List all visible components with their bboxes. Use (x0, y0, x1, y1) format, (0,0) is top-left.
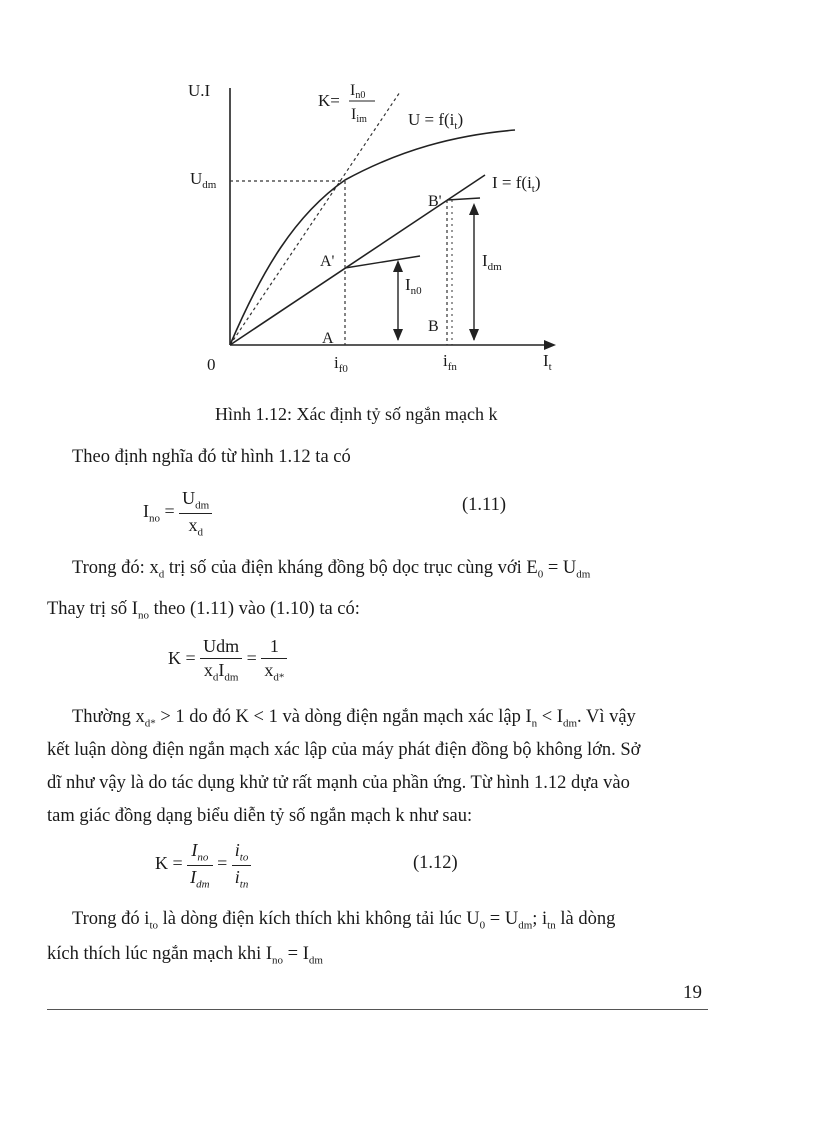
eq1-equals: = (164, 501, 175, 522)
eq2-equals: = (246, 647, 257, 668)
eq3-equals: = (217, 853, 228, 874)
tangent-b-prime (447, 198, 480, 200)
k-prefix: K= (318, 91, 340, 110)
eq3-fraction-1: $\frac{I_{no}}{I_{dm}}$ (187, 840, 212, 890)
paragraph-2: Trong đó: $x_d$ trị số của điện kháng đồng bộ dọc trục cùng với $E_0 = U_{dm}$ (72, 558, 591, 581)
axis-x-label: $I_t$ (543, 351, 552, 373)
paragraph-4-line-3: dĩ như vậy là do tác dụng khử tử rất mạnh của phần ứng. Từ hình 1.12 dựa vào (47, 773, 630, 793)
eq2-fraction-2: $\frac{1}{x_{d*}}$ (261, 636, 287, 684)
paragraph-4-line-2: kết luận dòng điện ngắn mạch xác lập của máy phát điện đồng bộ không lớn. Sở (47, 740, 641, 760)
idm-arrow-up-icon (469, 203, 479, 215)
k-numerator: In0 (350, 82, 366, 101)
u-curve-label: $U = f(i_t)$ (408, 110, 464, 132)
equation-1-11 (143, 488, 212, 538)
point-a-prime: A' (320, 253, 335, 270)
if0-label: $i_{f0}$ (334, 353, 348, 375)
eq3-fraction-2: $\frac{i_{to}}{i_{tn}}$ (232, 840, 252, 890)
idm-arrow-down-icon (469, 329, 479, 341)
eq1-fraction: $\frac{U_{dm}}{x_d}$ (179, 488, 212, 538)
footer-rule (47, 1009, 708, 1010)
tangent-a-prime (345, 256, 420, 268)
point-b: B (428, 318, 439, 335)
paragraph-5-line-1: Trong đó $i_{to}$ là dòng điện kích thích khi không tải lúc $U_0 = U_{dm}$; $i_{tn}$ là dòng (72, 909, 616, 932)
paragraph-5-line-2: kích thích lúc ngắn mạch khi $I_{no} = I_{dm}$ (47, 944, 323, 967)
page-number: 19 (683, 982, 702, 1003)
in0-arrow-up-icon (393, 260, 403, 272)
equation-k (168, 636, 287, 684)
idm-label: $I_{dm}$ (482, 251, 502, 273)
u-curve (230, 130, 515, 345)
point-b-prime: B' (428, 193, 442, 210)
point-a: A (322, 330, 334, 347)
eq2-lhs: K = (168, 647, 196, 668)
in0-arrow-down-icon (393, 329, 403, 341)
paragraph-4-line-4: tam giác đồng dạng biểu diễn tỷ số ngắn mạch k như sau: (47, 806, 473, 826)
eq2-fraction-1: $\frac{\text{Udm}}{x_dI_{dm}}$ (200, 636, 242, 684)
in0-label: $I_{n0}$ (405, 275, 422, 297)
i-curve-label: $I = f(i_t)$ (492, 173, 541, 195)
origin-label: 0 (207, 355, 216, 374)
equation-1-12 (155, 840, 251, 890)
figure-1-12 (0, 0, 816, 400)
eq1-lhs: $I_{no}$ (143, 501, 160, 525)
udm-label: $U_{dm}$ (190, 169, 217, 191)
paragraph-3: Thay trị số $I_{no}$ theo (1.11) vào (1.10) ta có: (47, 599, 360, 622)
eq3-number: (1.12) (413, 853, 458, 873)
figure-caption: Hình 1.12: Xác định tỷ số ngắn mạch k (215, 404, 498, 424)
k-dashed-line (230, 92, 400, 345)
ifn-label: $i_{fn}$ (443, 351, 457, 373)
eq1-number: (1.11) (462, 495, 507, 515)
paragraph-4-line-1: Thường $x_{d*} > 1$ do đó K < 1 và dòng điện ngắn mạch xác lập $I_n < I_{dm}$. Vì vậy (72, 707, 636, 730)
paragraph-1: Theo định nghĩa đó từ hình 1.12 ta có (72, 447, 351, 467)
eq3-lhs: K = (155, 853, 183, 874)
axis-y-label: U.I (188, 81, 211, 100)
k-denominator: Iim (351, 106, 367, 125)
x-axis-arrow-icon (544, 340, 556, 350)
